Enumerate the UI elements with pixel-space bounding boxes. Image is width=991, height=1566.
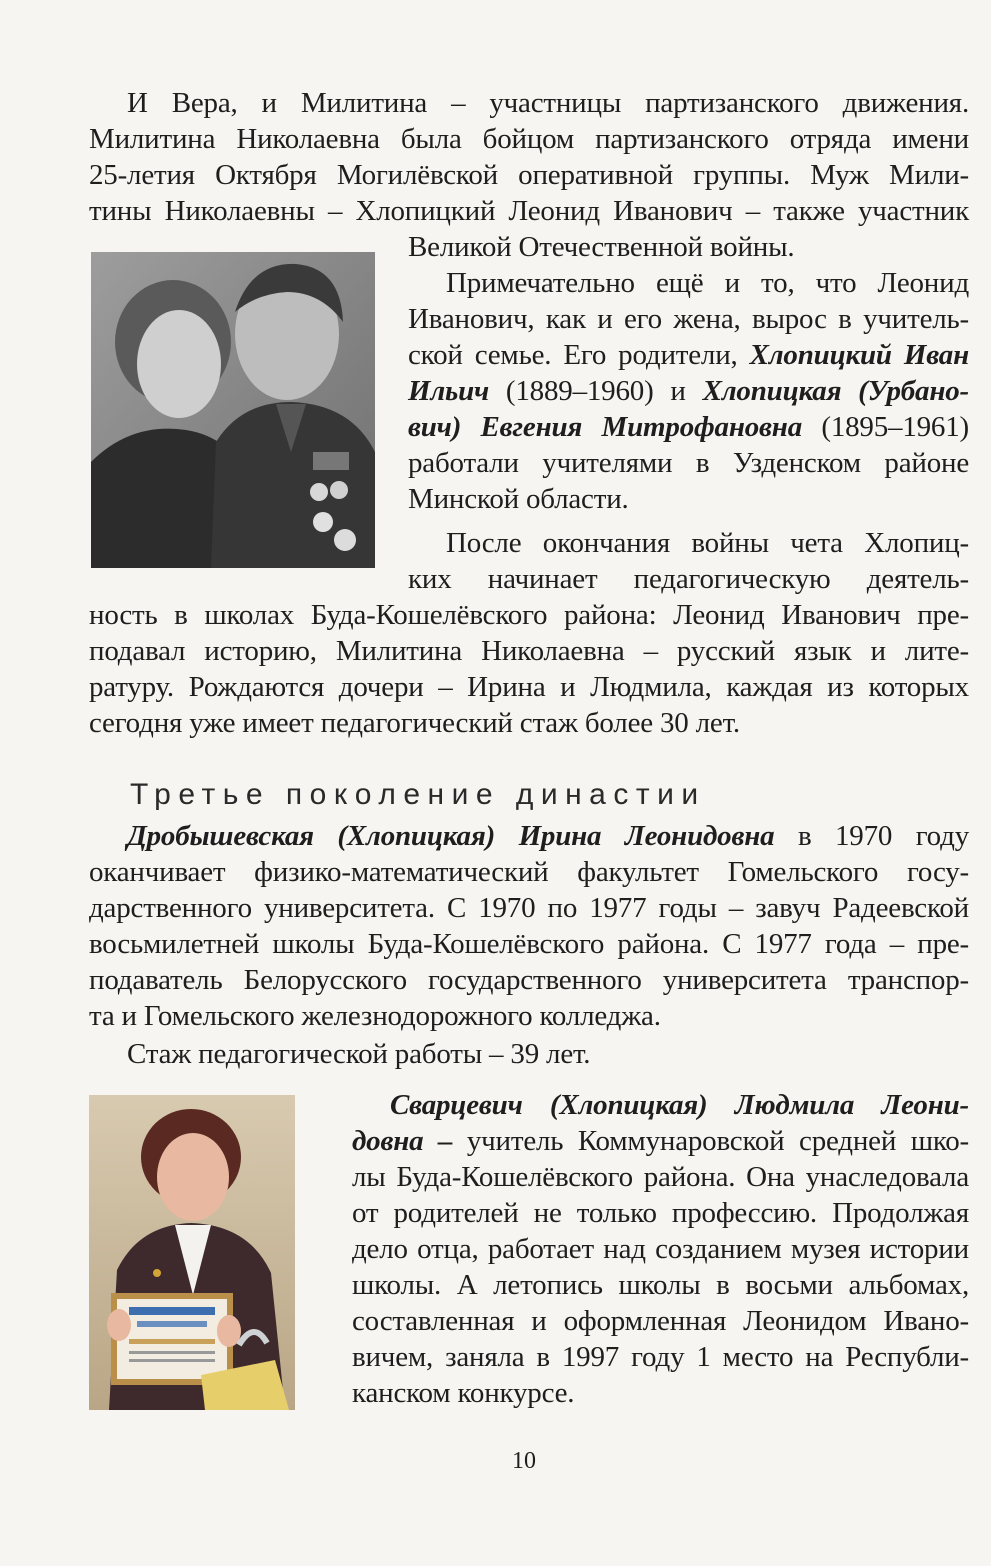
text-line: Примечательно ещё и то, что Леонид	[446, 267, 969, 299]
text-line: дарственного университета. С 1970 по 1977 годы – завуч Радеевской	[89, 892, 969, 924]
text-line	[408, 337, 969, 373]
text-line: После окончания войны чета Хлопиц-	[446, 527, 969, 559]
text-line: вичем, заняла в 1997 году 1 место на Республи-	[352, 1341, 969, 1373]
text-line	[408, 409, 969, 445]
text-line: ратуру. Рождаются дочери – Ирина и Людмила, каждая из которых	[89, 671, 969, 703]
name-span: Дробышевская (Хлопицкая) Ирина Леонидовна	[127, 820, 775, 852]
text-line: Минской области.	[408, 483, 629, 515]
text-line	[352, 1123, 969, 1159]
text-line: от родителей не только профессию. Продолжая	[352, 1197, 969, 1229]
text-line: лы Буда-Кошелёвского района. Она унаследовала	[352, 1161, 969, 1193]
text-line: та и Гомельского железнодорожного колледжа.	[89, 1000, 661, 1032]
text-line: сегодня уже имеет педагогический стаж более 30 лет.	[89, 707, 740, 739]
name-span: Хлопицкий Иван	[749, 339, 969, 371]
name-span: Хлопицкая (Урбано-	[702, 375, 969, 407]
text-span: учитель Коммунаровской средней шко-	[452, 1125, 970, 1157]
text-line: Милитина Николаевна была бойцом партизанского отряда имени	[89, 123, 969, 155]
text-line: Стаж педагогической работы – 39 лет.	[127, 1038, 591, 1070]
name-span: вич) Евгения Митрофановна	[408, 411, 803, 443]
text-line	[89, 818, 969, 854]
text-line: восьмилетней школы Буда-Кошелёвского района. С 1977 года – пре-	[89, 928, 969, 960]
text-line: составленная и оформленная Леонидом Ивано-	[352, 1305, 969, 1337]
text-span: ской семье. Его родители,	[408, 339, 750, 371]
name-span: довна –	[352, 1125, 453, 1157]
text-line: школы. А летопись школы в восьми альбомах,	[352, 1269, 969, 1301]
text-line: ность в школах Буда-Кошелёвского района: Леонид Иванович пре-	[89, 599, 969, 631]
teacher-photo	[89, 1095, 295, 1410]
text-line: подавал историю, Милитина Николаевна – русский язык и лите-	[89, 635, 969, 667]
couple-photo	[91, 252, 375, 568]
text-line: оканчивает физико-математический факультет Гомельского госу-	[89, 856, 969, 888]
text-line: канском конкурсе.	[352, 1377, 575, 1409]
text-span: (1895–1961)	[802, 411, 969, 443]
text-line: И Вера, и Милитина – участницы партизанского движения.	[127, 87, 969, 119]
text-span: в 1970 году	[774, 820, 970, 852]
text-line: Великой Отечественной войны.	[408, 231, 795, 263]
section-heading: Третье поколение династии	[130, 778, 706, 811]
text-line: Иванович, как и его жена, вырос в учитель-	[408, 303, 969, 335]
text-span: (1889–1960) и	[489, 375, 703, 407]
name-span: Сварцевич (Хлопицкая) Людмила Леони-	[390, 1089, 969, 1121]
text-line: 25-летия Октября Могилёвской оперативной группы. Муж Мили-	[89, 159, 969, 191]
text-line: дело отца, работает над созданием музея истории	[352, 1233, 969, 1265]
text-line: работали учителями в Узденском районе	[408, 447, 969, 479]
text-line: подаватель Белорусского государственного университета транспор-	[89, 964, 969, 996]
text-line	[352, 1087, 969, 1123]
page-number: 10	[512, 1448, 536, 1474]
text-line: тины Николаевны – Хлопицкий Леонид Иванович – также участник	[89, 195, 969, 227]
text-line: ких начинает педагогическую деятель-	[408, 563, 969, 595]
text-line	[408, 373, 969, 409]
name-span: Ильич	[408, 375, 490, 407]
